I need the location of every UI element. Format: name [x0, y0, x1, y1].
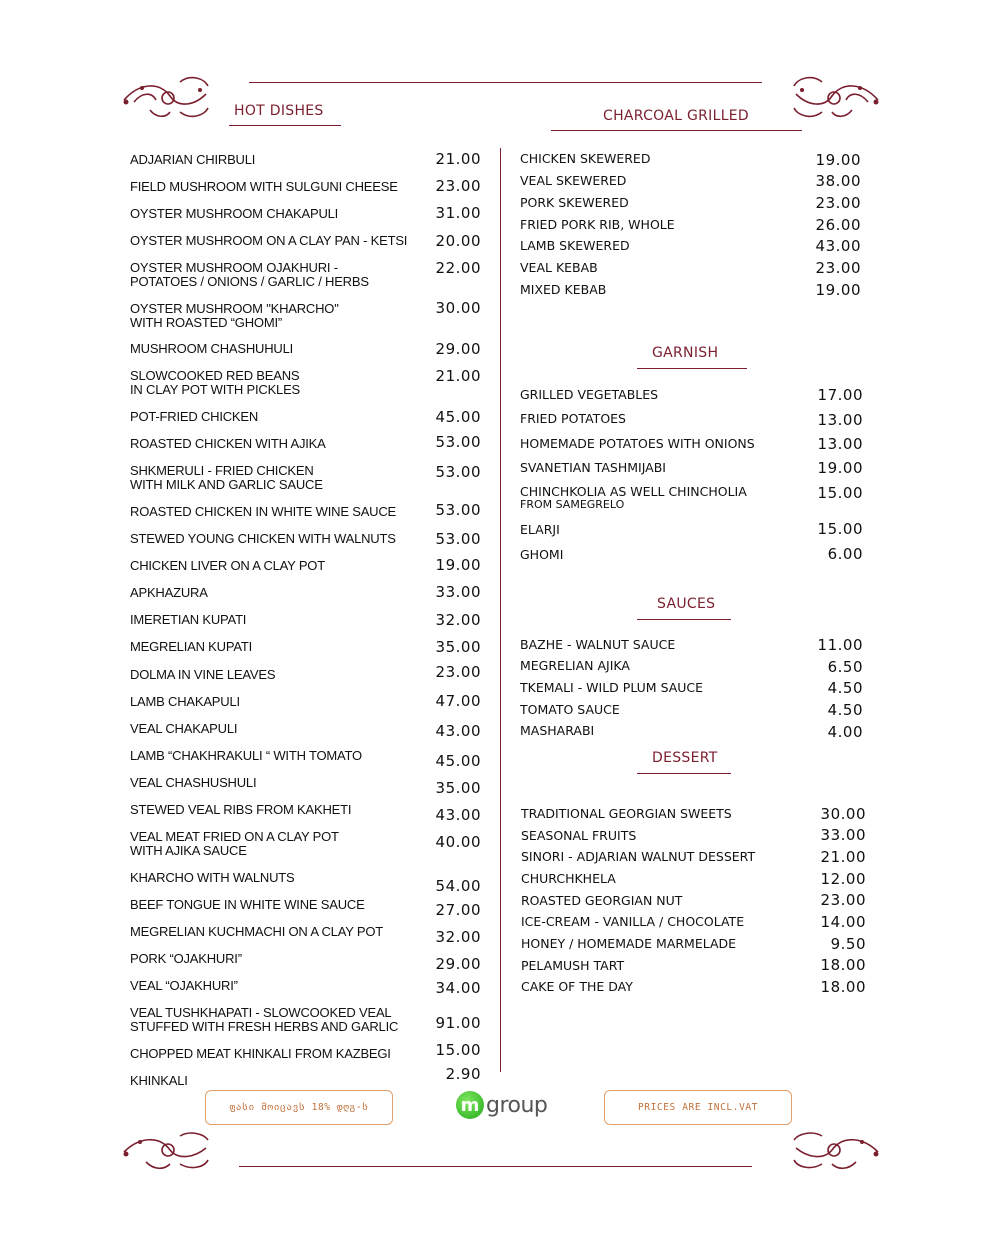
list-item: SEASONAL FRUITS	[521, 828, 637, 843]
item-price: 27.00	[435, 901, 481, 919]
item-price: 15.00	[435, 1041, 481, 1059]
item-price: 12.00	[820, 870, 866, 888]
item-price: 26.00	[815, 216, 861, 234]
item-price: 53.00	[435, 463, 481, 481]
item-price: 2.90	[445, 1065, 481, 1083]
bottom-divider	[239, 1166, 752, 1167]
item-price: 11.00	[817, 636, 863, 654]
list-item: MUSHROOM CHASHUHULI	[130, 341, 294, 356]
item-price: 6.00	[827, 545, 863, 563]
list-item: TKEMALI - WILD PLUM SAUCE	[520, 680, 704, 695]
item-price: 22.00	[435, 259, 481, 277]
item-price: 17.00	[817, 386, 863, 404]
list-item: FRIED PORK RIB, WHOLE	[520, 217, 675, 232]
item-price: 53.00	[435, 433, 481, 451]
item-price: 34.00	[435, 979, 481, 997]
item-price: 14.00	[820, 913, 866, 931]
ornament-bottom-left-icon	[120, 1128, 212, 1174]
list-item: CHICKEN LIVER ON A CLAY POT	[130, 558, 325, 573]
list-item: VEAL KEBAB	[520, 260, 598, 275]
list-item: CHINCHKOLIA AS WELL CHINCHOLIA	[520, 484, 747, 499]
list-item: KHINKALI	[130, 1073, 188, 1088]
list-item: VEAL CHAKAPULI	[130, 721, 238, 736]
item-price: 19.00	[815, 281, 861, 299]
list-item: MEGRELIAN KUPATI	[130, 639, 253, 654]
logo-text: group	[486, 1092, 548, 1118]
list-item: CHOPPED MEAT KHINKALI FROM KAZBEGI	[130, 1046, 391, 1061]
section-title-charcoal-grilled: CHARCOAL GRILLED	[603, 108, 750, 124]
list-item: VEAL SKEWERED	[520, 173, 627, 188]
list-item: ICE-CREAM - VANILLA / CHOCOLATE	[521, 914, 745, 929]
list-item: OYSTER MUSHROOM "KHARCHO" WITH ROASTED “GHOMI”	[130, 301, 339, 330]
charcoal-underline	[551, 130, 802, 131]
list-item: SVANETIAN TASHMIJABI	[520, 460, 666, 475]
list-item: POT-FRIED CHICKEN	[130, 409, 259, 424]
ornament-bottom-right-icon	[790, 1128, 882, 1174]
list-item: GHOMI	[520, 547, 564, 562]
section-title-garnish: GARNISH	[652, 345, 719, 361]
section-title-hot-dishes: HOT DISHES	[234, 103, 324, 119]
item-price: 13.00	[817, 411, 863, 429]
item-price: 35.00	[435, 779, 481, 797]
item-price: 15.00	[817, 484, 863, 502]
list-item: OYSTER MUSHROOM CHAKAPULI	[130, 206, 339, 221]
list-item: IMERETIAN KUPATI	[130, 612, 247, 627]
item-price: 43.00	[815, 237, 861, 255]
item-price: 33.00	[435, 583, 481, 601]
list-item: SLOWCOOKED RED BEANS IN CLAY POT WITH PICKLES	[130, 368, 301, 397]
list-item: LAMB SKEWERED	[520, 238, 630, 253]
list-item: CHICKEN SKEWERED	[520, 151, 651, 166]
list-item: PORK SKEWERED	[520, 195, 629, 210]
list-item-subtitle: FROM SAMEGRELO	[520, 498, 625, 511]
section-title-dessert: DESSERT	[652, 750, 718, 766]
list-item: MEGRELIAN KUCHMACHI ON A CLAY POT	[130, 924, 383, 939]
item-price: 19.00	[815, 151, 861, 169]
list-item: MIXED KEBAB	[520, 282, 607, 297]
mgroup-logo	[456, 1091, 547, 1119]
item-price: 43.00	[435, 722, 481, 740]
item-price: 30.00	[820, 805, 866, 823]
section-title-sauces: SAUCES	[657, 596, 716, 612]
item-price: 38.00	[815, 172, 861, 190]
ornament-top-left-icon	[120, 72, 212, 124]
item-price: 19.00	[435, 556, 481, 574]
item-price: 31.00	[435, 204, 481, 222]
item-price: 47.00	[435, 692, 481, 710]
list-item: VEAL MEAT FRIED ON A CLAY POT WITH AJIKA SAUCE	[130, 829, 339, 858]
list-item: CHURCHKHELA	[521, 871, 616, 886]
list-item: LAMB CHAKAPULI	[130, 694, 240, 709]
list-item: GRILLED VEGETABLES	[520, 387, 659, 402]
item-price: 23.00	[815, 259, 861, 277]
list-item: TOMATO SAUCE	[520, 702, 620, 717]
item-price: 29.00	[435, 955, 481, 973]
item-price: 54.00	[435, 877, 481, 895]
item-price: 43.00	[435, 806, 481, 824]
item-price: 23.00	[435, 663, 481, 681]
item-price: 23.00	[435, 177, 481, 195]
list-item: ROASTED GEORGIAN NUT	[521, 893, 683, 908]
item-price: 33.00	[820, 826, 866, 844]
item-price: 20.00	[435, 232, 481, 250]
item-price: 4.50	[827, 701, 863, 719]
list-item: SHKMERULI - FRIED CHICKEN WITH MILK AND GARLIC SAUCE	[130, 463, 323, 492]
list-item: PELAMUSH TART	[521, 958, 625, 973]
vat-notice-georgian: ფასი მოიცავს 18% დღგ-ს	[205, 1090, 393, 1125]
item-price: 21.00	[435, 367, 481, 385]
list-item: HOMEMADE POTATOES WITH ONIONS	[520, 436, 755, 451]
list-item: LAMB “CHAKHRAKULI “ WITH TOMATO	[130, 748, 362, 763]
item-price: 19.00	[817, 459, 863, 477]
item-price: 32.00	[435, 611, 481, 629]
item-price: 91.00	[435, 1014, 481, 1032]
item-price: 23.00	[820, 891, 866, 909]
list-item: STEWED YOUNG CHICKEN WITH WALNUTS	[130, 531, 396, 546]
list-item: APKHAZURA	[130, 585, 208, 600]
list-item: VEAL TUSHKHAPATI - SLOWCOOKED VEAL STUFFED WITH FRESH HERBS AND GARLIC	[130, 1005, 399, 1034]
list-item: FIELD MUSHROOM WITH SULGUNI CHEESE	[130, 179, 398, 194]
item-price: 21.00	[435, 150, 481, 168]
item-price: 4.00	[827, 723, 863, 741]
list-item: MASHARABI	[520, 723, 595, 738]
ornament-top-right-icon	[790, 72, 882, 124]
list-item: STEWED VEAL RIBS FROM KAKHETI	[130, 802, 352, 817]
list-item: ADJARIAN CHIRBULI	[130, 152, 256, 167]
item-price: 9.50	[830, 935, 866, 953]
list-item: DOLMA IN VINE LEAVES	[130, 667, 276, 682]
item-price: 13.00	[817, 435, 863, 453]
item-price: 23.00	[815, 194, 861, 212]
item-price: 40.00	[435, 833, 481, 851]
item-price: 4.50	[827, 679, 863, 697]
list-item: OYSTER MUSHROOM ON A CLAY PAN - KETSI	[130, 233, 408, 248]
list-item: VEAL “OJAKHURI”	[130, 978, 238, 993]
list-item: TRADITIONAL GEORGIAN SWEETS	[521, 806, 732, 821]
vat-notice-english: PRICES ARE INCL.VAT	[604, 1090, 792, 1125]
item-price: 18.00	[820, 978, 866, 996]
list-item: KHARCHO WITH WALNUTS	[130, 870, 295, 885]
list-item: PORK “OJAKHURI”	[130, 951, 242, 966]
logo-m-icon: m	[456, 1091, 484, 1119]
top-divider	[249, 82, 762, 83]
item-price: 18.00	[820, 956, 866, 974]
list-item: VEAL CHASHUSHULI	[130, 775, 257, 790]
list-item: ELARJI	[520, 522, 560, 537]
item-price: 21.00	[820, 848, 866, 866]
item-price: 15.00	[817, 520, 863, 538]
list-item: BEEF TONGUE IN WHITE WINE SAUCE	[130, 897, 365, 912]
item-price: 35.00	[435, 638, 481, 656]
dessert-underline	[637, 773, 731, 774]
hot-dishes-underline	[229, 125, 341, 126]
list-item: SINORI - ADJARIAN WALNUT DESSERT	[521, 849, 756, 864]
item-price: 32.00	[435, 928, 481, 946]
list-item: ROASTED CHICKEN WITH AJIKA	[130, 436, 326, 451]
list-item: ROASTED CHICKEN IN WHITE WINE SAUCE	[130, 504, 397, 519]
list-item: HONEY / HOMEMADE MARMELADE	[521, 936, 737, 951]
column-divider	[500, 148, 501, 1072]
list-item: CAKE OF THE DAY	[521, 979, 633, 994]
list-item: MEGRELIAN AJIKA	[520, 658, 630, 673]
list-item: BAZHE - WALNUT SAUCE	[520, 637, 676, 652]
item-price: 53.00	[435, 530, 481, 548]
item-price: 29.00	[435, 340, 481, 358]
list-item: OYSTER MUSHROOM OJAKHURI - POTATOES / ONIONS / GARLIC / HERBS	[130, 260, 369, 289]
item-price: 45.00	[435, 752, 481, 770]
item-price: 45.00	[435, 408, 481, 426]
garnish-underline	[637, 368, 747, 369]
item-price: 30.00	[435, 299, 481, 317]
sauces-underline	[637, 619, 731, 620]
item-price: 53.00	[435, 501, 481, 519]
list-item: FRIED POTATOES	[520, 411, 626, 426]
item-price: 6.50	[827, 658, 863, 676]
